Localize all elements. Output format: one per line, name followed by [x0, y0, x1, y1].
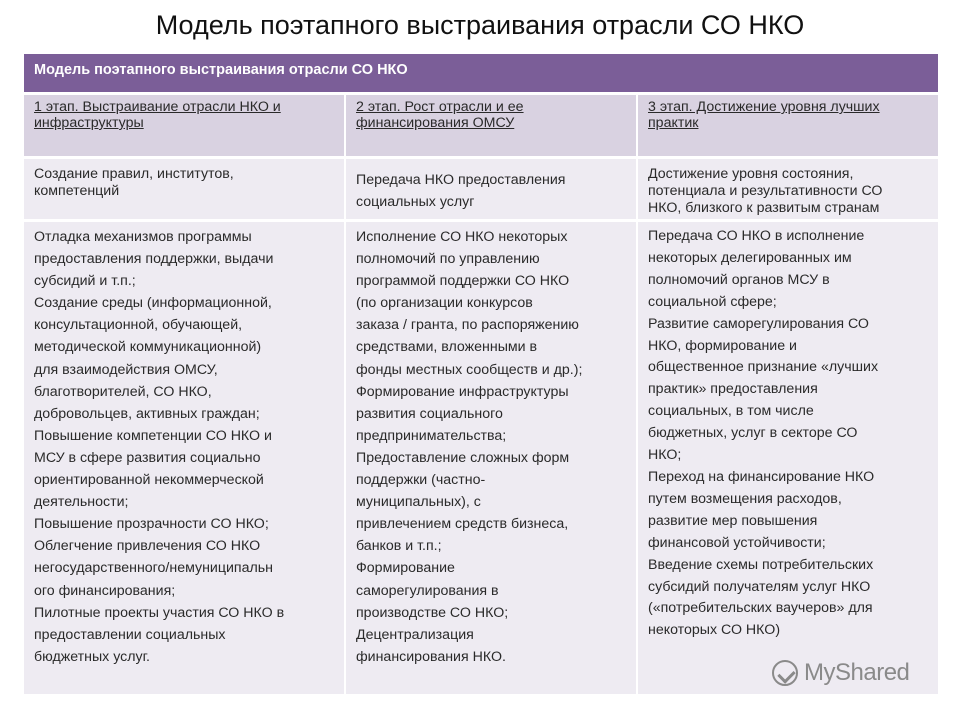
goal-3-line: НКО, близкого к развитым странам: [648, 200, 880, 216]
details-1-line: Повышение прозрачности СО НКО;: [34, 516, 269, 533]
details-1-line: бюджетных услуг.: [34, 648, 150, 665]
goal-2-cell: [346, 159, 636, 219]
details-3-line: Передача СО НКО в исполнение: [648, 228, 865, 244]
details-1-line: благотворителей, СО НКО,: [34, 383, 212, 400]
goal-row: [24, 159, 938, 219]
details-1-line: предоставлении социальных: [34, 626, 226, 643]
myshared-logo-icon: [772, 660, 798, 686]
details-1-line: негосударственного/немуниципальн: [34, 560, 273, 577]
details-2-line: заказа / гранта, по распоряжению: [356, 317, 579, 334]
details-2-line: (по организации конкурсов: [356, 295, 533, 312]
stage-1-line: инфраструктуры: [34, 115, 144, 131]
stage-3-line: 3 этап. Достижение уровня лучших: [648, 99, 880, 115]
details-2-line: полномочий по управлению: [356, 251, 540, 268]
details-3-line: бюджетных, услуг в секторе СО: [648, 425, 858, 442]
details-2-line: Предоставление сложных форм: [356, 449, 570, 466]
goal-2-line: Передача НКО предоставления: [356, 172, 566, 188]
details-2-line: производстве СО НКО;: [356, 604, 509, 621]
details-3-line: НКО, формирование и: [648, 337, 797, 354]
details-1-line: Пилотные проекты участия СО НКО в: [34, 604, 285, 621]
details-3-line: развитие мер повышения: [648, 512, 818, 529]
table-header: Модель поэтапного выстраивания отрасли СО НКО: [24, 54, 938, 92]
details-1-line: субсидий и т.п.;: [34, 273, 136, 290]
details-3-line: Развитие саморегулирования СО: [648, 315, 869, 332]
details-1-line: предоставления поддержки, выдачи: [34, 251, 274, 268]
details-2-line: предпринимательства;: [356, 427, 507, 444]
watermark-text: MyShared: [804, 659, 910, 686]
details-2-line: средствами, вложенными в: [356, 339, 538, 356]
details-2-line: Децентрализация: [356, 626, 474, 643]
stages-table: [24, 54, 938, 694]
details-3-line: полномочий органов МСУ в: [648, 271, 830, 288]
details-1-line: Создание среды (информационной,: [34, 295, 272, 312]
details-1-line: методической коммуникационной): [34, 339, 262, 356]
details-2-line: саморегулирования в: [356, 582, 499, 599]
details-2-line: развития социального: [356, 405, 503, 422]
details-2-line: Исполнение СО НКО некоторых: [356, 229, 568, 245]
stage-2-cell: [346, 95, 636, 156]
watermark: [772, 656, 932, 690]
details-1-cell: [24, 222, 344, 694]
details-3-line: социальных, в том числе: [648, 403, 814, 420]
stage-1-line: 1 этап. Выстраивание отрасли НКО и: [34, 99, 281, 115]
details-2-line: программой поддержки СО НКО: [356, 273, 570, 290]
stage-1-cell: [24, 95, 344, 156]
details-1-line: Отладка механизмов программы: [34, 229, 252, 245]
stage-3-line: практик: [648, 115, 699, 131]
goal-1-line: компетенций: [34, 183, 120, 199]
details-3-line: субсидий получателям услуг НКО: [648, 578, 871, 595]
details-2-cell: [346, 222, 636, 694]
details-3-line: путем возмещения расходов,: [648, 490, 842, 507]
details-1-line: ориентированной некоммерческой: [34, 472, 264, 489]
details-1-line: ого финансирования;: [34, 582, 176, 599]
details-1-line: Повышение компетенции СО НКО и: [34, 427, 272, 444]
details-3-line: социальной сфере;: [648, 293, 777, 310]
details-2-line: Формирование: [356, 560, 455, 577]
details-3-line: некоторых делегированных им: [648, 249, 852, 266]
details-1-line: деятельности;: [34, 494, 129, 511]
details-2-line: фонды местных сообществ и др.);: [356, 361, 583, 378]
goal-2-line: социальных услуг: [356, 194, 475, 210]
details-3-line: Введение схемы потребительских: [648, 556, 874, 573]
page-title: Модель поэтапного выстраивания отрасли СО НКО: [155, 10, 805, 40]
details-2-line: привлечением средств бизнеса,: [356, 516, 569, 533]
details-1-line: добровольцев, активных граждан;: [34, 405, 260, 422]
details-3-line: НКО;: [648, 447, 682, 464]
stage-2-line: 2 этап. Рост отрасли и ее: [356, 99, 524, 115]
goal-1-line: Создание правил, институтов,: [34, 166, 234, 182]
details-1-line: Облегчение привлечения СО НКО: [34, 538, 261, 555]
details-row: [24, 222, 938, 694]
stage-row: [24, 95, 938, 156]
details-3-line: («потребительских ваучеров» для: [648, 600, 873, 617]
stage-2-line: финансирования ОМСУ: [356, 115, 515, 131]
goal-3-line: потенциала и результативности СО: [648, 183, 883, 199]
details-2-line: финансирования НКО.: [356, 648, 506, 665]
details-2-line: муниципальных), с: [356, 494, 481, 511]
details-2-line: поддержки (частно-: [356, 472, 486, 489]
details-2-line: банков и т.п.;: [356, 538, 442, 555]
stage-3-cell: [638, 95, 938, 156]
details-1-line: для взаимодействия ОМСУ,: [34, 361, 218, 378]
goal-3-line: Достижение уровня состояния,: [648, 166, 854, 182]
details-3-line: общественное признание «лучших: [648, 359, 879, 376]
details-3-line: некоторых СО НКО): [648, 622, 781, 639]
details-3-cell: [638, 222, 938, 694]
details-1-line: МСУ в сфере развития социально: [34, 449, 261, 466]
details-2-line: Формирование инфраструктуры: [356, 383, 569, 400]
details-3-line: практик» предоставления: [648, 381, 818, 398]
details-1-line: консультационной, обучающей,: [34, 317, 243, 334]
details-3-line: Переход на финансирование НКО: [648, 468, 875, 485]
details-3-line: финансовой устойчивости;: [648, 534, 826, 551]
goal-3-cell: [638, 159, 938, 219]
goal-1-cell: [24, 159, 344, 219]
